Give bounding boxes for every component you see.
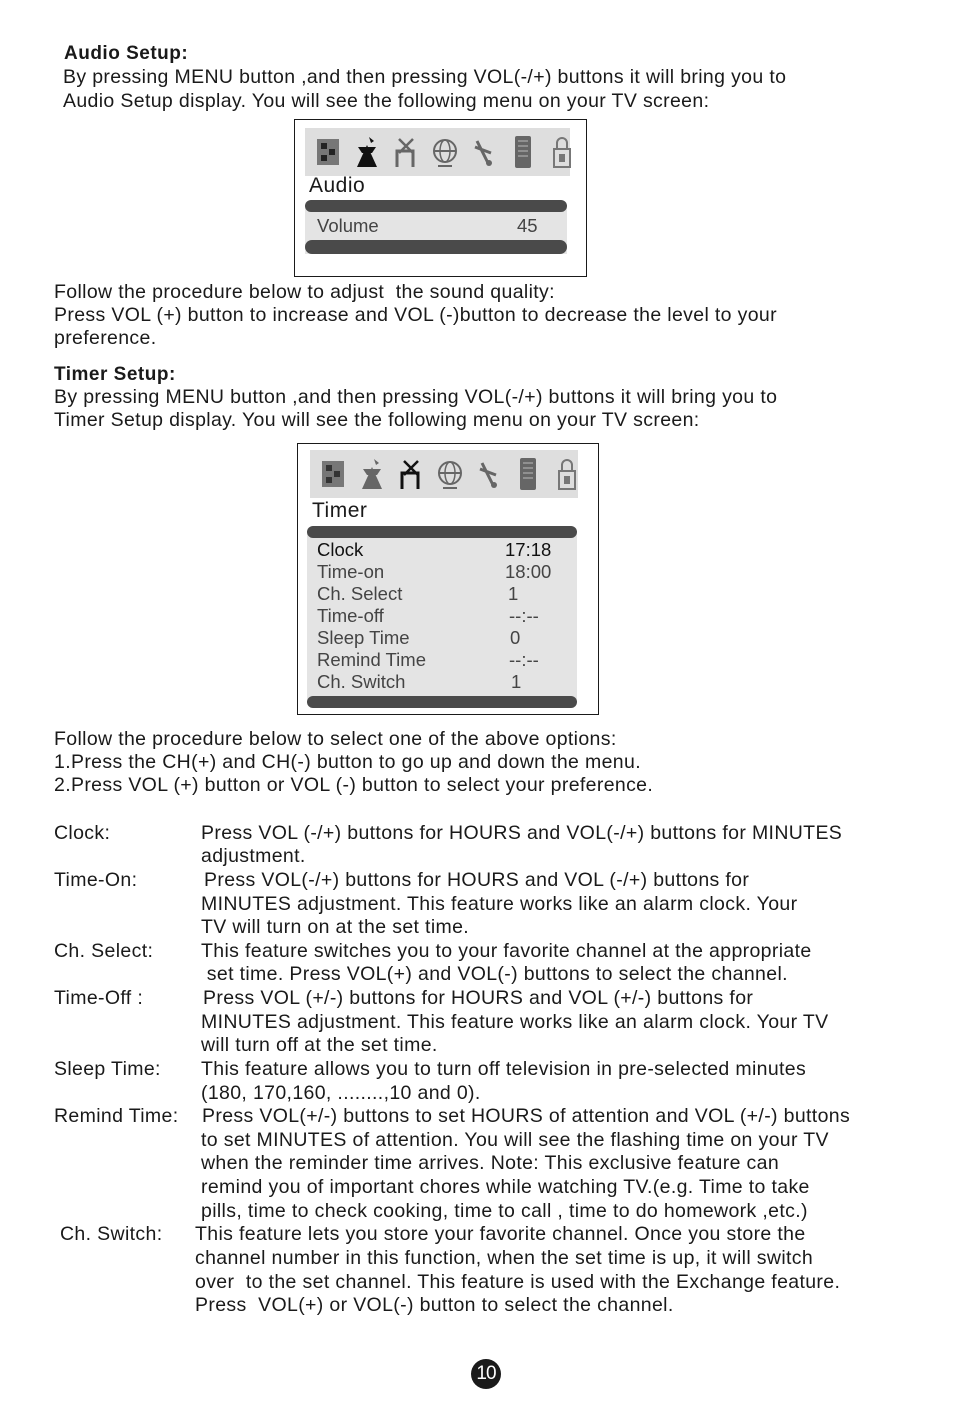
picture-icon [318, 455, 348, 493]
menu-item-clock[interactable]: Clock [317, 539, 364, 560]
timer-intro-line-1: By pressing MENU button ,and then pressing VOL(-/+) buttons it will bring you to [54, 386, 778, 408]
menu-item-time-on[interactable]: Time-on [317, 561, 385, 582]
timer-icon [396, 455, 426, 493]
audio-intro-line-1: By pressing MENU button ,and then pressing VOL(-/+) buttons it will bring you to [63, 66, 787, 88]
def-line: Press VOL(+/-) buttons to set HOURS of attention and VOL (+/-) buttons [202, 1105, 851, 1127]
def-line: (180, 170,160, ........,10 and 0). [201, 1082, 481, 1104]
def-term-ch-switch: Ch. Switch: [60, 1223, 163, 1245]
def-term-time-off: Time-Off : [54, 987, 144, 1009]
def-line: Press VOL (+/-) buttons for HOURS and VOL (+/-) buttons for [203, 987, 754, 1009]
def-line: channel number in this function, when the set time is up, it will switch [195, 1247, 814, 1269]
remote-icon [508, 133, 538, 171]
def-line: Press VOL (-/+) buttons for HOURS and VOL(-/+) buttons for MINUTES [201, 822, 843, 844]
def-term-time-on: Time-On: [54, 869, 138, 891]
def-line: when the reminder time arrives. Note: This exclusive feature can [201, 1152, 780, 1174]
menu-item-ch-select[interactable]: Ch. Select [317, 583, 403, 604]
timer-osd-title: Timer [312, 499, 368, 522]
def-term-sleep-time: Sleep Time: [54, 1058, 161, 1080]
audio-icon [357, 455, 387, 493]
def-line: Press VOL(-/+) buttons for HOURS and VOL (-/+) buttons for [204, 869, 750, 891]
def-term-clock: Clock: [54, 822, 111, 844]
def-line: MINUTES adjustment. This feature works like an alarm clock. Your [201, 893, 798, 915]
lock-icon [547, 133, 577, 171]
audio-osd-title: Audio [309, 174, 366, 197]
timer-procedure-line-1: Follow the procedure below to select one of the above options: [54, 728, 617, 750]
menu-item-time-off[interactable]: Time-off [317, 605, 384, 626]
setup-icon [435, 455, 465, 493]
audio-procedure-line-3: preference. [54, 327, 157, 349]
def-line: over to the set channel. This feature is used with the Exchange feature. [195, 1271, 841, 1293]
def-line: This feature allows you to turn off television in pre-selected minutes [201, 1058, 807, 1080]
def-line: This feature switches you to your favorite channel at the appropriate [201, 940, 812, 962]
def-line: adjustment. [201, 845, 306, 867]
def-line: to set MINUTES of attention. You will see the flashing time on your TV [201, 1129, 829, 1151]
remote-icon [513, 455, 543, 493]
def-line: Press VOL(+) or VOL(-) button to select the channel. [195, 1294, 674, 1316]
menu-item-remind-time[interactable]: Remind Time [317, 649, 426, 670]
audio-setup-heading: Audio Setup: [64, 43, 189, 64]
def-line: pills, time to check cooking, time to call , time to do homework ,etc.) [201, 1200, 808, 1222]
panel-top-bar [307, 526, 577, 538]
audio-osd-icon-bar [305, 128, 570, 176]
panel-bottom-bar [307, 696, 577, 708]
def-line: TV will turn on at the set time. [201, 916, 470, 938]
volume-value: 45 [517, 215, 538, 236]
audio-icon [352, 133, 382, 171]
menu-value-ch-switch: 1 [511, 671, 522, 692]
def-line: MINUTES adjustment. This feature works like an alarm clock. Your TV [201, 1011, 829, 1033]
menu-value-sleep-time: 0 [510, 627, 521, 648]
page-number: 10 [471, 1359, 501, 1389]
def-line: remind you of important chores while watching TV.(e.g. Time to take [201, 1176, 810, 1198]
def-line: This feature lets you store your favorite channel. Once you store the [195, 1223, 806, 1245]
setup-icon [430, 133, 460, 171]
def-line: will turn off at the set time. [201, 1034, 438, 1056]
def-term-ch-select: Ch. Select: [54, 940, 154, 962]
menu-value-time-off: --:-- [509, 605, 539, 626]
audio-osd-menu [294, 119, 587, 277]
timer-intro-line-2: Timer Setup display. You will see the following menu on your TV screen: [54, 409, 700, 431]
menu-value-remind-time: --:-- [509, 649, 539, 670]
audio-procedure-line-1: Follow the procedure below to adjust the sound quality: [54, 281, 555, 303]
def-term-remind-time: Remind Time: [54, 1105, 179, 1127]
picture-icon [313, 133, 343, 171]
audio-intro-line-2: Audio Setup display. You will see the following menu on your TV screen: [63, 89, 710, 112]
menu-value-ch-select: 1 [508, 583, 519, 604]
timer-osd-menu [297, 443, 599, 715]
tv-icon [474, 455, 504, 493]
panel-bottom-bar [305, 240, 567, 254]
panel-top-bar [305, 200, 567, 212]
timer-icon [391, 133, 421, 171]
tv-icon [469, 133, 499, 171]
menu-value-time-on: 18:00 [505, 561, 552, 582]
menu-item-ch-switch[interactable]: Ch. Switch [317, 671, 406, 692]
timer-procedure-line-2: 1.Press the CH(+) and CH(-) button to go up and down the menu. [54, 751, 641, 773]
timer-setup-heading: Timer Setup: [54, 364, 176, 385]
def-line: set time. Press VOL(+) and VOL(-) buttons to select the channel. [201, 963, 788, 985]
volume-label[interactable]: Volume [317, 215, 379, 236]
audio-procedure-line-2: Press VOL (+) button to increase and VOL (-)button to decrease the level to your [54, 304, 777, 326]
menu-item-sleep-time[interactable]: Sleep Time [317, 627, 410, 648]
timer-procedure-line-3: 2.Press VOL (+) button or VOL (-) button to select your preference. [54, 774, 654, 796]
menu-value-clock: 17:18 [505, 539, 552, 560]
timer-osd-icon-bar [310, 450, 578, 498]
lock-icon [552, 455, 582, 493]
